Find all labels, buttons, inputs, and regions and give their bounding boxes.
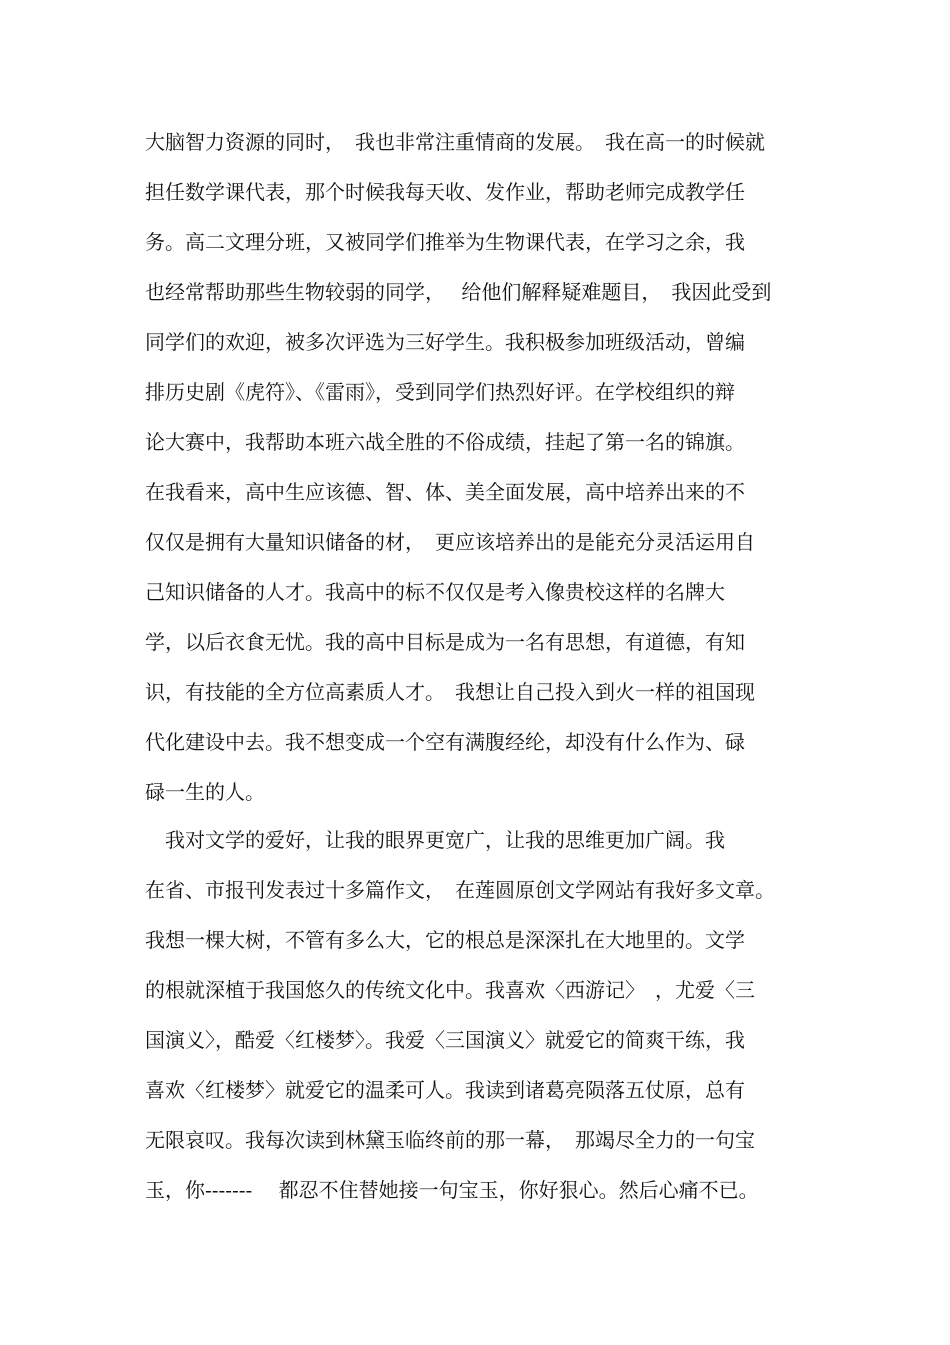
text-line: 我想一棵大树，不管有多么大，它的根总是深深扎在大地里的。文学 — [145, 928, 745, 952]
text-line: 代化建设中去。我不想变成一个空有满腹经纶，却没有什么作为、碌 — [145, 730, 745, 754]
text-line: 玉，你------- 都忍不住替她接一句宝玉，你好狠心。然后心痛不已。 — [145, 1178, 759, 1202]
text-line: 论大赛中，我帮助本班六战全胜的不俗成绩，挂起了第一名的锦旗。 — [145, 430, 745, 454]
text-line: 在省、市报刊发表过十多篇作文， 在莲圆原创文学网站有我好多文章。 — [145, 878, 775, 902]
text-line: 大脑智力资源的同时， 我也非常注重情商的发展。 我在高一的时候就 — [145, 130, 765, 154]
text-line: 无限哀叹。我每次读到林黛玉临终前的那一幕， 那竭尽全力的一句宝 — [145, 1128, 755, 1152]
text-line: 仅仅是拥有大量知识储备的材， 更应该培养出的是能充分灵活运用自 — [145, 530, 755, 554]
text-line: 我对文学的爱好，让我的眼界更宽广，让我的思维更加广阔。我 — [145, 828, 725, 852]
text-line: 己知识储备的人才。我高中的标不仅仅是考入像贵校这样的名牌大 — [145, 580, 725, 604]
text-line: 学，以后衣食无忧。我的高中目标是成为一名有思想，有道德，有知 — [145, 630, 745, 654]
text-line: 碌一生的人。 — [145, 780, 265, 804]
text-line: 担任数学课代表，那个时候我每天收、发作业，帮助老师完成教学任 — [145, 180, 745, 204]
text-line: 排历史剧《虎符》、《雷雨》，受到同学们热烈好评。在学校组织的辩 — [145, 380, 735, 404]
text-line: 国演义〉，酷爱〈红楼梦〉。我爱〈三国演义〉就爱它的简爽干练，我 — [145, 1028, 745, 1052]
text-line: 喜欢〈红楼梦〉就爱它的温柔可人。我读到诸葛亮陨落五仗原，总有 — [145, 1078, 745, 1102]
text-line: 的根就深植于我国悠久的传统文化中。我喜欢〈西游记〉 ，尤爱〈三 — [145, 978, 755, 1002]
text-line: 同学们的欢迎，被多次评选为三好学生。我积极参加班级活动，曾编 — [145, 330, 745, 354]
text-line: 也经常帮助那些生物较弱的同学， 给他们解释疑难题目， 我因此受到 — [145, 280, 772, 304]
text-line: 识，有技能的全方位高素质人才。 我想让自己投入到火一样的祖国现 — [145, 680, 755, 704]
text-line: 在我看来，高中生应该德、智、体、美全面发展，高中培养出来的不 — [145, 480, 745, 504]
text-line: 务。高二文理分班，又被同学们推举为生物课代表，在学习之余，我 — [145, 230, 745, 254]
